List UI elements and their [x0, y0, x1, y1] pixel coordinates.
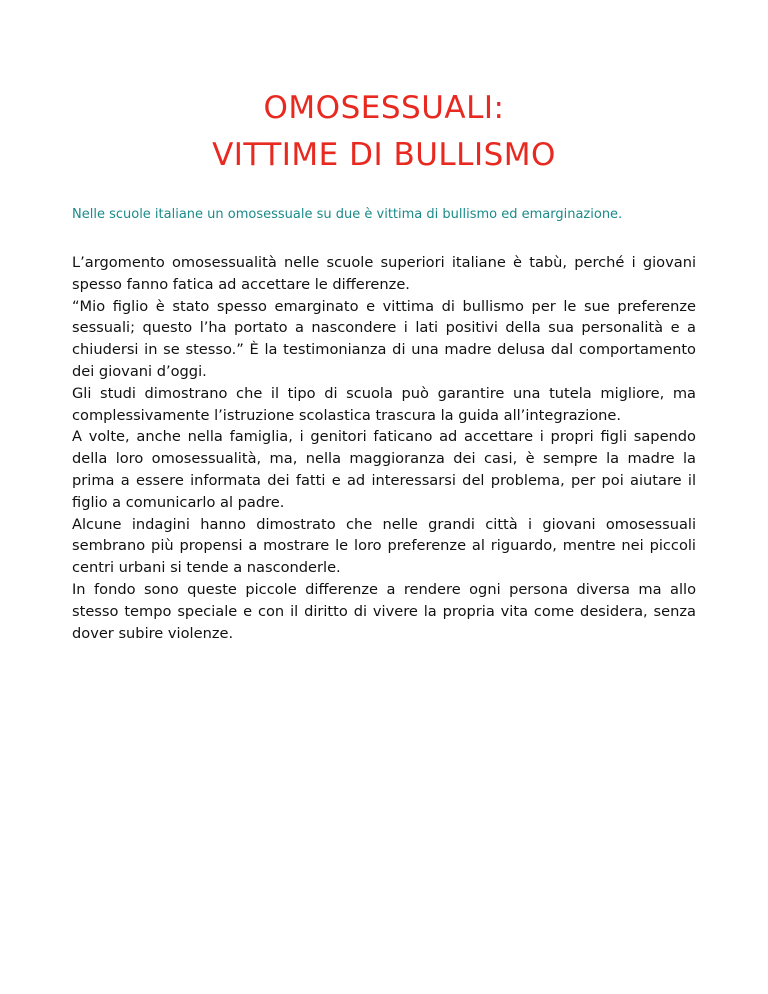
- paragraph-1: L’argomento omosessualità nelle scuole superiori italiane è tabù, perché i giovani spesso fanno fatica ad accettare le differenze.: [72, 254, 696, 293]
- paragraph-6: In fondo sono queste piccole differenze a rendere ogni persona diversa ma allo stesso tempo speciale e con il diritto di vivere la propria vita come desidera, senza dover subire violenze.: [72, 580, 696, 642]
- paragraph-3: Gli studi dimostrano che il tipo di scuola può garantire una tutela migliore, ma complessivamente l’istruzione scolastica trascura la guida all’integrazione.: [72, 384, 696, 424]
- title-line-1: OMOSESSUALI:: [263, 90, 505, 126]
- paragraph-4: A volte, anche nella famiglia, i genitori faticano ad accettare i propri figli sapendo della loro omosessualità, ma, nella maggioranza dei casi, è sempre la madre la prima a essere informata dei fatti e ad interessarsi del problema, per poi aiutare il figlio a comunicarlo al padre.: [72, 428, 696, 511]
- paragraph-2: “Mio figlio è stato spesso emarginato e vittima di bullismo per le sue preferenze sessuali; questo l’ha portato a nascondere i lati positivi della sua personalità e a chiudersi in se stesso.” È la testimonianza di una madre delusa dal comportamento dei giovani d’oggi.: [72, 297, 696, 380]
- title-line-2: VITTIME DI BULLISMO: [212, 137, 556, 173]
- subtitle: Nelle scuole italiane un omosessuale su due è vittima di bullismo ed emarginazione.: [72, 207, 623, 222]
- paragraph-5: Alcune indagini hanno dimostrato che nelle grandi città i giovani omosessuali sembrano più propensi a mostrare le loro preferenze al riguardo, mentre nei piccoli centri urbani si tende a nasconderle.: [72, 515, 696, 577]
- page-title: [72, 85, 696, 179]
- article-body: [72, 252, 696, 644]
